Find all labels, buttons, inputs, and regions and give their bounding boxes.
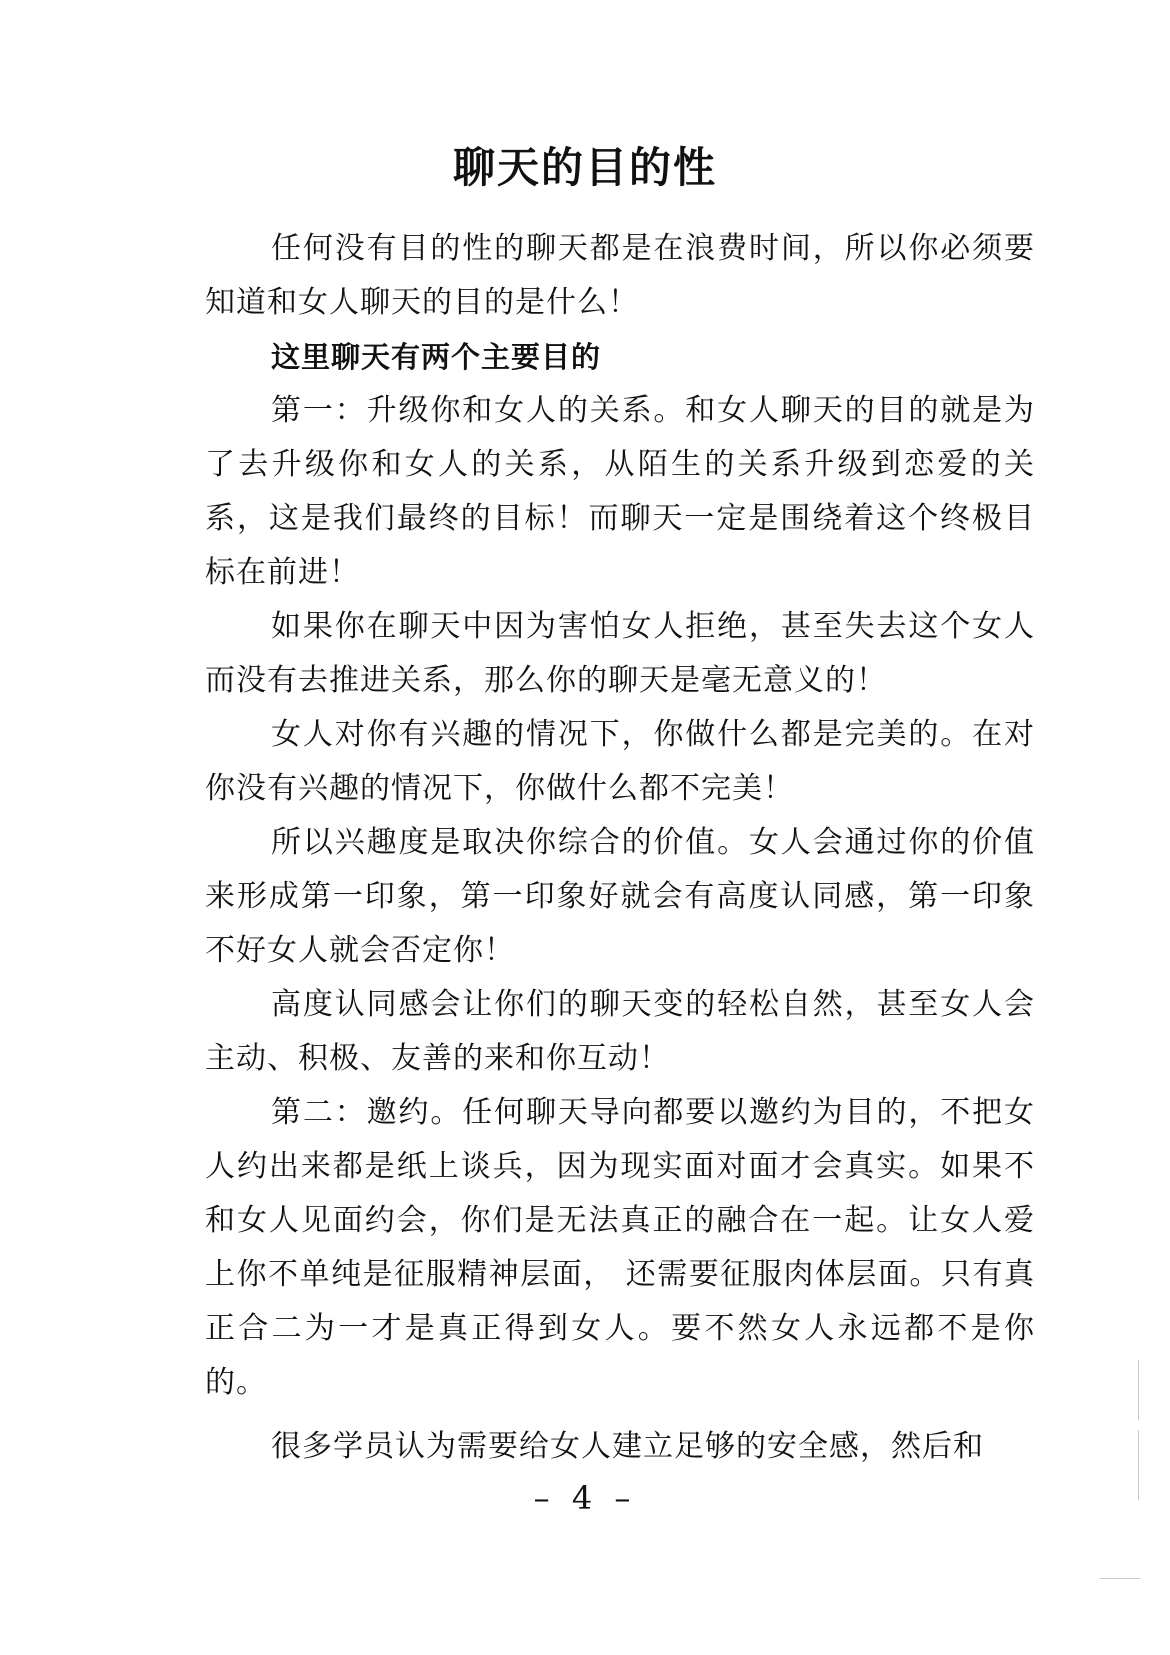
scan-artifact: [1138, 1430, 1139, 1500]
page-title: 聊天的目的性: [452, 143, 717, 192]
page-number: – 4 –: [533, 1479, 637, 1517]
paragraph-first-goal: 第一：升级你和女人的关系。和女人聊天的目的就是为了去升级你和女人的关系，从陌生的关系升级到恋爱的关系，这是我们最终的目标！而聊天一定是围绕着这个终极目标在前进！: [205, 393, 1035, 590]
paragraph-3: 如果你在聊天中因为害怕女人拒绝，甚至失去这个女人而没有去推进关系，那么你的聊天是毫无意义的！: [205, 609, 1035, 698]
section-heading: 这里聊天有两个主要目的: [271, 340, 602, 374]
paragraph-4: 女人对你有兴趣的情况下，你做什么都是完美的。在对你没有兴趣的情况下，你做什么都不完美！: [205, 717, 1035, 806]
scan-artifact: [1100, 1578, 1140, 1579]
body-text: [205, 222, 1035, 1474]
paragraph-6: 高度认同感会让你们的聊天变的轻松自然，甚至女人会主动、积极、友善的来和你互动！: [205, 987, 1035, 1076]
paragraph-second-goal: 第二：邀约。任何聊天导向都要以邀约为目的，不把女人约出来都是纸上谈兵，因为现实面对面才会真实。如果不和女人见面约会，你们是无法真正的融合在一起。让女人爱上你不单纯是征服精神层面， 还需要征服肉体层面。只有真正合二为一才是真正得到女人。要不然女人永远都不是你的。: [205, 1095, 1035, 1400]
paragraph-8: 很多学员认为需要给女人建立足够的安全感，然后和: [271, 1429, 984, 1464]
scan-artifact: [1138, 1360, 1139, 1420]
paragraph-5: 所以兴趣度是取决你综合的价值。女人会通过你的价值来形成第一印象，第一印象好就会有高度认同感，第一印象不好女人就会否定你！: [205, 825, 1035, 968]
paragraph-1: 任何没有目的性的聊天都是在浪费时间，所以你必须要知道和女人聊天的目的是什么！: [205, 231, 1035, 320]
